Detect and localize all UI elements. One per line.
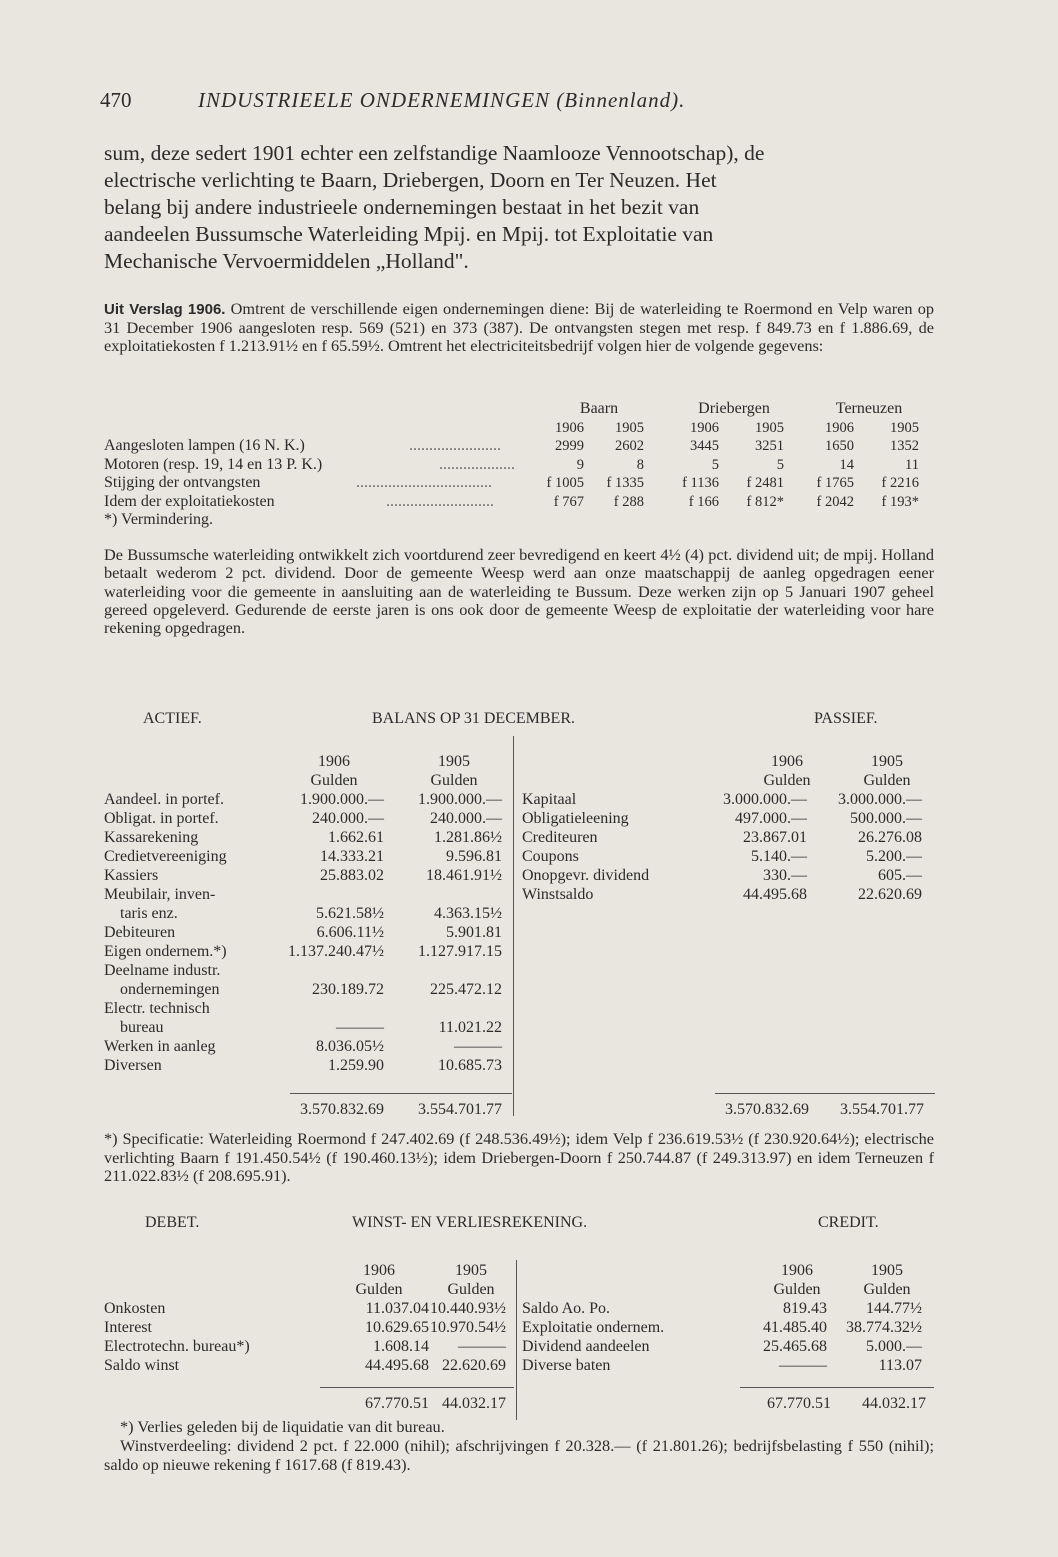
value-cell: f 1335	[606, 475, 644, 491]
value-1906: 23.867.01	[743, 829, 807, 846]
value-cell: f 193*	[881, 493, 919, 510]
row-label: Electr. technisch	[104, 1000, 210, 1017]
value-1906: 1.137.240.47½	[288, 943, 384, 960]
row-label: Kassiers	[104, 867, 159, 884]
table-row	[104, 1337, 516, 1356]
value-1905: 5.200.—	[866, 848, 922, 865]
value-1906: 1.608.14	[373, 1338, 429, 1355]
value-1906: 330.—	[763, 867, 807, 884]
value-1906: 10.629.65	[365, 1319, 429, 1336]
table-row	[104, 1318, 516, 1337]
value-1905: 225.472.12	[430, 981, 502, 998]
year-cell: 1906	[363, 1262, 395, 1279]
row-label: Dividend aandeelen	[522, 1338, 650, 1355]
total-cell: 44.032.17	[442, 1395, 506, 1412]
total-rule	[290, 1093, 512, 1094]
year-cell: 1905	[871, 753, 903, 770]
row-label: Debiteuren	[104, 924, 176, 941]
year-cell: 1906	[771, 753, 803, 770]
total-rule	[320, 1387, 514, 1388]
value-1905: 605.—	[878, 867, 922, 884]
year-row	[522, 1261, 934, 1280]
unit-cell: Gulden	[447, 1281, 495, 1298]
row-label: Werken in aanleg	[104, 1038, 216, 1055]
table-row	[104, 885, 514, 904]
row-label: Interest	[104, 1319, 152, 1336]
unit-cell: Gulden	[763, 772, 811, 789]
leader-dots: ...................	[439, 455, 515, 473]
table-row	[104, 456, 934, 475]
passief-table	[522, 752, 932, 904]
total-cell: 67.770.51	[365, 1395, 429, 1412]
table-row	[104, 1018, 514, 1037]
row-label: Kassarekening	[104, 829, 199, 846]
total-cell: 3.570.832.69	[300, 1101, 384, 1118]
table-row	[522, 809, 932, 828]
passief-rows	[522, 790, 932, 904]
value-1905: 240.000.—	[430, 810, 502, 827]
table-row	[522, 828, 932, 847]
intro-line: electrische verlichting te Baarn, Driebergen, Doorn en Ter Neuzen. Het	[104, 168, 717, 192]
row-label: Electrotechn. bureau*)	[104, 1338, 250, 1355]
totals-row	[104, 1394, 934, 1413]
total-cell: 44.032.17	[862, 1395, 926, 1412]
year-cell: 1906	[825, 419, 854, 436]
year-cell: 1905	[615, 419, 644, 436]
table-row	[522, 790, 932, 809]
row-label: Diversen	[104, 1057, 162, 1074]
row-label: taris enz.	[120, 905, 178, 922]
page-header	[100, 88, 685, 113]
value-cell: f 2481	[746, 475, 784, 491]
row-label: Aandeel. in portef.	[104, 791, 224, 808]
value-cell: f 1005	[546, 475, 584, 491]
row-label: Kapitaal	[522, 791, 577, 808]
table-row	[104, 1037, 514, 1056]
value-1906: 25.883.02	[320, 867, 384, 884]
unit-cell: Gulden	[863, 1281, 911, 1298]
value-1905: 22.620.69	[442, 1357, 506, 1374]
year-cell: 1906	[318, 753, 350, 770]
row-label: Crediteuren	[522, 829, 598, 846]
unit-row	[104, 1280, 516, 1299]
table-row	[104, 1056, 514, 1075]
value-1906: 5.621.58½	[316, 905, 384, 922]
year-cell: 1906	[781, 1262, 813, 1279]
value-1906: 14.333.21	[320, 848, 384, 865]
table-row	[104, 828, 514, 847]
value-1905: 26.276.08	[858, 829, 922, 846]
credit-rows	[522, 1299, 934, 1375]
intro-line: sum, deze sedert 1901 echter een zelfstandige Naamlooze Vennootschap), de	[104, 141, 765, 165]
value-cell: 5	[711, 456, 719, 473]
unit-cell: Gulden	[773, 1281, 821, 1298]
value-1906: ———	[336, 1019, 384, 1036]
unit-row	[104, 771, 514, 790]
value-cell: 14	[839, 456, 854, 473]
value-cell: f 288	[613, 493, 644, 510]
year-cell: 1905	[755, 419, 784, 436]
unit-cell: Gulden	[863, 772, 911, 789]
actief-table	[104, 752, 514, 1075]
balans-heading: BALANS OP 31 DECEMBER.	[372, 710, 575, 727]
table-row	[104, 1356, 516, 1375]
value-1906: 3.000.000.—	[723, 791, 807, 808]
value-cell: 9	[576, 456, 584, 473]
value-1906: 1.662.61	[328, 829, 384, 846]
row-label: Eigen ondernem.*)	[104, 943, 227, 960]
value-1906: 497.000.—	[735, 810, 807, 827]
value-1906: 819.43	[783, 1300, 827, 1317]
intro-paragraph	[104, 140, 934, 275]
row-label: Saldo Ao. Po.	[522, 1300, 611, 1317]
value-cell: 8	[636, 456, 644, 473]
balans-footnote: *) Specificatie: Waterleiding Roermond f 247.402.69 (f 248.536.49½); idem Velp f 236.619.53½ (f 230.920.64½); electrische verlichting Baarn f 191.450.54½ (f 190.460.13½); idem Driebergen-Doorn f 250.744.87 (f 249.313.97) en idem Terneuzen f 211.022.83½ (f 208.695.91).	[104, 1129, 934, 1185]
table-row	[104, 474, 934, 493]
value-1905: 1.900.000.—	[418, 791, 502, 808]
year-cell: 1906	[555, 419, 584, 436]
totals-row	[104, 1100, 934, 1119]
total-cell: 3.570.832.69	[725, 1101, 809, 1118]
value-1905: 4.363.15½	[434, 905, 502, 922]
table-row	[104, 790, 514, 809]
winst-footnote: *) Verlies geleden bij de liquidatie van dit bureau.	[120, 1417, 445, 1436]
value-1905: 144.77½	[866, 1300, 922, 1317]
table-row	[104, 866, 514, 885]
credit-heading: CREDIT.	[818, 1214, 879, 1231]
value-1906: 240.000.—	[312, 810, 384, 827]
value-cell: f 1136	[682, 475, 719, 491]
footnote-text: *) Vermindering.	[104, 511, 214, 528]
value-cell: 11	[905, 456, 919, 473]
footnote	[104, 511, 934, 530]
table-row	[104, 809, 514, 828]
winst-heading: WINST- EN VERLIESREKENING.	[352, 1214, 588, 1231]
place-header-row	[104, 400, 934, 419]
page-number: 470	[100, 88, 132, 112]
year-cell: 1905	[871, 1262, 903, 1279]
intro-line: aandeelen Bussumsche Waterleiding Mpij. en Mpij. tot Exploitatie van	[104, 222, 714, 246]
table-row	[104, 923, 514, 942]
unit-cell: Gulden	[310, 772, 358, 789]
table-row	[522, 1337, 934, 1356]
year-row	[522, 752, 932, 771]
value-1906: 5.140.—	[751, 848, 807, 865]
winst-totals	[104, 1394, 934, 1413]
year-row	[104, 1261, 516, 1280]
table-row	[522, 1318, 934, 1337]
leader-dots: ..................................	[356, 474, 492, 491]
passief-heading: PASSIEF.	[814, 710, 878, 727]
value-1905: 5.901.81	[446, 924, 502, 941]
row-label: Winstsaldo	[522, 886, 594, 903]
row-label: Obligat. in portef.	[104, 810, 219, 827]
value-cell: f 1765	[816, 475, 854, 491]
value-cell: 3251	[755, 438, 784, 454]
credit-table	[522, 1261, 934, 1375]
table-row	[104, 980, 514, 999]
value-cell: 2999	[555, 438, 584, 454]
total-cell: 3.554.701.77	[840, 1101, 924, 1118]
debet-heading: DEBET.	[145, 1214, 200, 1231]
value-cell: 3445	[690, 438, 719, 454]
year-header-row	[104, 419, 934, 438]
actief-rows	[104, 790, 514, 1075]
value-1906: 44.495.68	[743, 886, 807, 903]
value-cell: f 812*	[746, 493, 784, 510]
row-label: Onopgevr. dividend	[522, 867, 650, 884]
row-label: Meubilair, inven-	[104, 886, 216, 903]
value-1906: 25.465.68	[763, 1338, 827, 1355]
value-1906: 41.485.40	[763, 1319, 827, 1336]
table-row	[522, 1356, 934, 1375]
value-1905: 113.07	[878, 1357, 922, 1374]
row-label: Idem der exploitatiekosten	[104, 492, 275, 510]
actief-heading: ACTIEF.	[143, 710, 202, 727]
value-1905: 38.774.32½	[846, 1319, 922, 1336]
table-row	[104, 437, 934, 456]
value-cell: 1650	[825, 438, 854, 454]
intro-line: belang bij andere industrieele ondernemingen bestaat in het bezit van	[104, 195, 700, 219]
value-1905: 10.440.93½	[430, 1300, 506, 1317]
place-driebergen: Driebergen	[698, 400, 770, 417]
verslag-text: Omtrent de verschillende eigen ondernemingen diene: Bij de waterleiding te Roermond en Velp waren op 31 December 1906 aangesloten resp. 569 (521) en 373 (387). De ontvangsten stegen met resp. f 849.73 en f 1.886.69, de exploitatiekosten f 1.213.91½ en f 65.59½. Omtrent het electriciteitsbedrijf volgen hier de volgende gegevens:	[104, 299, 934, 356]
value-1905: 10.685.73	[438, 1057, 502, 1074]
row-label: Aangesloten lampen (16 N. K.)	[104, 437, 305, 454]
value-cell: 2602	[615, 438, 644, 454]
row-label: Exploitatie ondernem.	[522, 1319, 665, 1336]
place-baarn: Baarn	[579, 400, 619, 417]
page-title: INDUSTRIEELE ONDERNEMINGEN (Binnenland).	[198, 88, 686, 112]
total-cell: 3.554.701.77	[418, 1101, 502, 1118]
value-1905: 10.970.54½	[430, 1319, 506, 1336]
value-cell: f 767	[553, 493, 584, 510]
debet-rows	[104, 1299, 516, 1375]
year-cell: 1905	[455, 1262, 487, 1279]
table-row	[522, 1299, 934, 1318]
row-label: Stijging der ontvangsten	[104, 474, 261, 491]
value-1906: 230.189.72	[312, 981, 384, 998]
row-label: Deelname industr.	[104, 962, 221, 979]
value-cell: 1352	[890, 438, 919, 454]
table-row	[104, 493, 934, 512]
row-label: Obligatieleening	[522, 810, 629, 827]
table-row	[104, 847, 514, 866]
value-1906: 11.037.04	[365, 1300, 429, 1317]
value-cell: f 166	[688, 493, 719, 510]
year-cell: 1905	[438, 753, 470, 770]
value-1906: 8.036.05½	[316, 1038, 384, 1055]
table-row	[104, 999, 514, 1018]
value-1906: 1.259.90	[328, 1057, 384, 1074]
table-row	[104, 1299, 516, 1318]
unit-row	[522, 771, 932, 790]
value-cell: 5	[776, 456, 784, 473]
place-terneuzen: Terneuzen	[835, 400, 903, 417]
value-1905: 22.620.69	[858, 886, 922, 903]
row-label: Coupons	[522, 848, 579, 865]
table-row	[104, 904, 514, 923]
unit-row	[522, 1280, 934, 1299]
value-1906: 1.900.000.—	[300, 791, 384, 808]
row-label: Credietvereeniging	[104, 848, 227, 865]
total-rule	[715, 1093, 935, 1094]
year-cell: 1905	[890, 419, 919, 436]
total-cell: 67.770.51	[767, 1395, 831, 1412]
total-rule	[740, 1387, 934, 1388]
value-cell: f 2216	[881, 475, 919, 491]
value-1905: ———	[454, 1038, 502, 1055]
value-cell: f 2042	[816, 493, 854, 510]
balans-totals	[104, 1100, 934, 1119]
unit-cell: Gulden	[430, 772, 478, 789]
year-cell: 1906	[690, 419, 719, 436]
unit-cell: Gulden	[355, 1281, 403, 1298]
value-1906: 44.495.68	[365, 1357, 429, 1374]
body-paragraph: De Bussumsche waterleiding ontwikkelt zich voortdurend zeer bevredigend en keert 4½ (4) pct. dividend uit; de mpij. Holland betaalt wederom 2 pct. dividend. Door de gemeente Weesp werd aan onze maatschappij de aanleg opgedragen eener waterleiding voor die gemeente in aansluiting aan de waterleiding te Bussum. Deze werken zijn op 5 Januari 1907 geheel gereed opgeleverd. Gedurende de eerste jaren is ons ook door de gemeente Weesp de exploitatie der waterleiding voor hare rekening opgedragen.	[104, 545, 934, 638]
value-1905: 18.461.91½	[426, 867, 502, 884]
verslag-label: Uit Verslag 1906.	[104, 301, 226, 318]
leader-dots: .......................	[409, 437, 501, 454]
value-1905: 3.000.000.—	[838, 791, 922, 808]
value-1905: 5.000.—	[866, 1338, 922, 1355]
table-row	[104, 961, 514, 980]
value-1905: 500.000.—	[850, 810, 922, 827]
value-1905: 9.596.81	[446, 848, 502, 865]
value-1905: 11.021.22	[438, 1019, 502, 1036]
table-row	[104, 942, 514, 961]
year-row	[104, 752, 514, 771]
value-1906: 6.606.11½	[316, 924, 384, 941]
row-label: Onkosten	[104, 1300, 166, 1317]
table-row	[522, 866, 932, 885]
winstverdeeling: Winstverdeeling: dividend 2 pct. f 22.000 (nihil); afschrijvingen f 20.328.— (f 21.801.26); bedrijfsbelasting f 550 (nihil); saldo op nieuwe rekening f 1617.68 (f 819.43).	[104, 1436, 934, 1474]
table-row	[522, 847, 932, 866]
value-1905: 1.281.86½	[434, 829, 502, 846]
leader-dots: ...........................	[386, 492, 494, 510]
table-row	[522, 885, 932, 904]
row-label: bureau	[120, 1019, 164, 1036]
row-label: Saldo winst	[104, 1357, 180, 1374]
value-1905: ———	[458, 1338, 506, 1355]
row-label: Diverse baten	[522, 1357, 611, 1374]
intro-line: Mechanische Vervoermiddelen „Holland".	[104, 249, 469, 273]
row-label: ondernemingen	[120, 981, 220, 998]
electricity-table	[104, 400, 934, 530]
row-label: Motoren (resp. 19, 14 en 13 P. K.)	[104, 455, 323, 473]
debet-table	[104, 1261, 516, 1375]
value-1905: 1.127.917.15	[418, 943, 502, 960]
verslag-paragraph	[104, 300, 934, 356]
value-1906: ———	[779, 1357, 827, 1374]
